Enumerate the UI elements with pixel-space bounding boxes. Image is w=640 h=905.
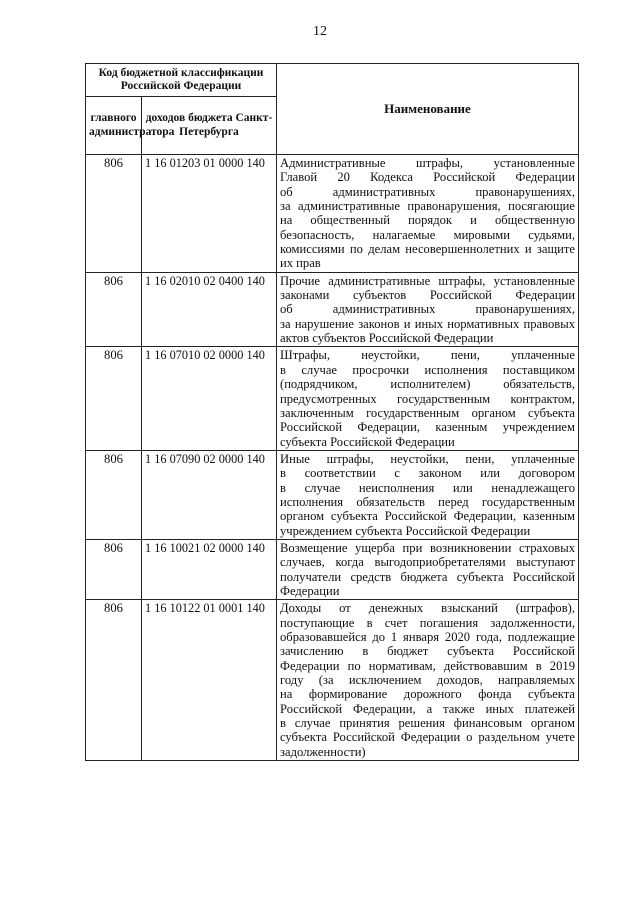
description-line: субъекта Российской Федерации о раздельном учете xyxy=(280,730,575,745)
table-row xyxy=(86,347,579,450)
description-line: актов субъектов Российской Федерации xyxy=(280,331,494,346)
header-admin: главного администратора xyxy=(86,97,142,155)
table-row xyxy=(86,155,579,273)
description-line: получатели средств бюджета субъекта Российской xyxy=(280,569,575,584)
page-number: 12 xyxy=(313,24,327,39)
description-line: в соответствии с законом или договором xyxy=(280,466,575,481)
table-row xyxy=(86,272,579,347)
description-line: случаев, когда выгодоприобретателями выступают xyxy=(280,555,575,570)
income-code-cell: 1 16 07010 02 0000 140 xyxy=(142,347,277,450)
description-line: Иные штрафы, неустойки, пени, уплаченные xyxy=(280,451,575,466)
description-line: исполнения обязательств перед государственным xyxy=(280,494,575,509)
description-line: зачислению в бюджет субъекта Российской xyxy=(280,644,575,659)
description-line: Российской Федерации, а также иных платежей xyxy=(280,701,575,716)
description-line: за административные правонарушения, посягающие xyxy=(280,199,575,214)
table-row xyxy=(86,450,579,539)
description-line: Административные штрафы, установленные xyxy=(280,156,575,170)
description-line: Прочие административные штрафы, установленные xyxy=(280,273,575,288)
header-row-top xyxy=(86,64,579,97)
description-line: субъекта Российской Федерации xyxy=(280,434,455,449)
admin-code-cell: 806 xyxy=(86,600,142,761)
admin-code-cell: 806 xyxy=(86,450,142,539)
description-line: году (за исключением доходов, направляемых xyxy=(280,673,575,688)
header-income: доходов бюджета Санкт-Петербурга xyxy=(142,97,277,155)
income-code-cell: 1 16 10021 02 0000 140 xyxy=(142,539,277,599)
header-name: Наименование xyxy=(277,64,579,155)
budget-classification-table xyxy=(85,63,579,761)
table-row xyxy=(86,600,579,761)
description-line: задолженности) xyxy=(280,744,366,759)
description-line: Федерации по нормативам, действовавшим в 2019 xyxy=(280,658,575,673)
description-line: в случае неисполнения или ненадлежащего xyxy=(280,480,575,495)
description-line: заключенным государственным органом субъекта xyxy=(280,405,575,420)
description-line: в случае просрочки исполнения поставщиком xyxy=(280,362,575,377)
description-line: поступающие в счет погашения задолженности, xyxy=(280,615,575,630)
income-code-cell: 1 16 02010 02 0400 140 xyxy=(142,272,277,347)
description-cell xyxy=(277,272,579,347)
description-line: законами субъектов Российской Федерации xyxy=(280,288,575,303)
admin-code-cell: 806 xyxy=(86,347,142,450)
description-line: их прав xyxy=(280,256,321,271)
description-line: в случае принятия решения финансовым органом xyxy=(280,716,575,731)
description-line: Главой 20 Кодекса Российской Федерации xyxy=(280,170,575,185)
table-body xyxy=(86,155,579,761)
description-line: Штрафы, неустойки, пени, уплаченные xyxy=(280,348,575,363)
description-line: образовавшейся до 1 января 2020 года, подлежащие xyxy=(280,630,575,644)
description-line: комиссиями по делам несовершеннолетних и защите xyxy=(280,242,575,257)
description-cell xyxy=(277,155,579,273)
description-cell xyxy=(277,539,579,599)
admin-code-cell: 806 xyxy=(86,539,142,599)
description-line: органом субъекта Российской Федерации, казенным xyxy=(280,509,575,524)
header-group-title: Код бюджетной классификации Российской Федерации xyxy=(86,64,277,97)
description-line: Доходы от денежных взысканий (штрафов), xyxy=(280,601,575,616)
description-line: Федерации xyxy=(280,583,340,598)
admin-code-cell: 806 xyxy=(86,155,142,273)
description-line: за нарушение законов и иных нормативных правовых xyxy=(280,316,575,331)
description-line: Российской Федерации, казенным учреждением xyxy=(280,420,575,435)
description-line: Возмещение ущерба при возникновении страховых xyxy=(280,540,575,555)
income-code-cell: 1 16 07090 02 0000 140 xyxy=(142,450,277,539)
admin-code-cell: 806 xyxy=(86,272,142,347)
table-row xyxy=(86,539,579,599)
description-line: на общественный порядок и общественную xyxy=(280,213,575,228)
description-cell xyxy=(277,450,579,539)
description-line: на формирование дорожного фонда субъекта xyxy=(280,687,575,702)
description-line: учреждением субъекта Российской Федерации xyxy=(280,523,531,538)
description-line: безопасность, налагаемые мировыми судьями, xyxy=(280,227,575,242)
income-code-cell: 1 16 10122 01 0001 140 xyxy=(142,600,277,761)
description-cell xyxy=(277,347,579,450)
description-line: об административных правонарушениях, xyxy=(280,302,575,317)
income-code-cell: 1 16 01203 01 0000 140 xyxy=(142,155,277,273)
description-line: (подрядчиком, исполнителем) обязательств, xyxy=(280,377,575,392)
description-line: об административных правонарушениях, xyxy=(280,184,575,199)
description-cell xyxy=(277,600,579,761)
description-line: предусмотренных государственным контрактом, xyxy=(280,391,575,406)
